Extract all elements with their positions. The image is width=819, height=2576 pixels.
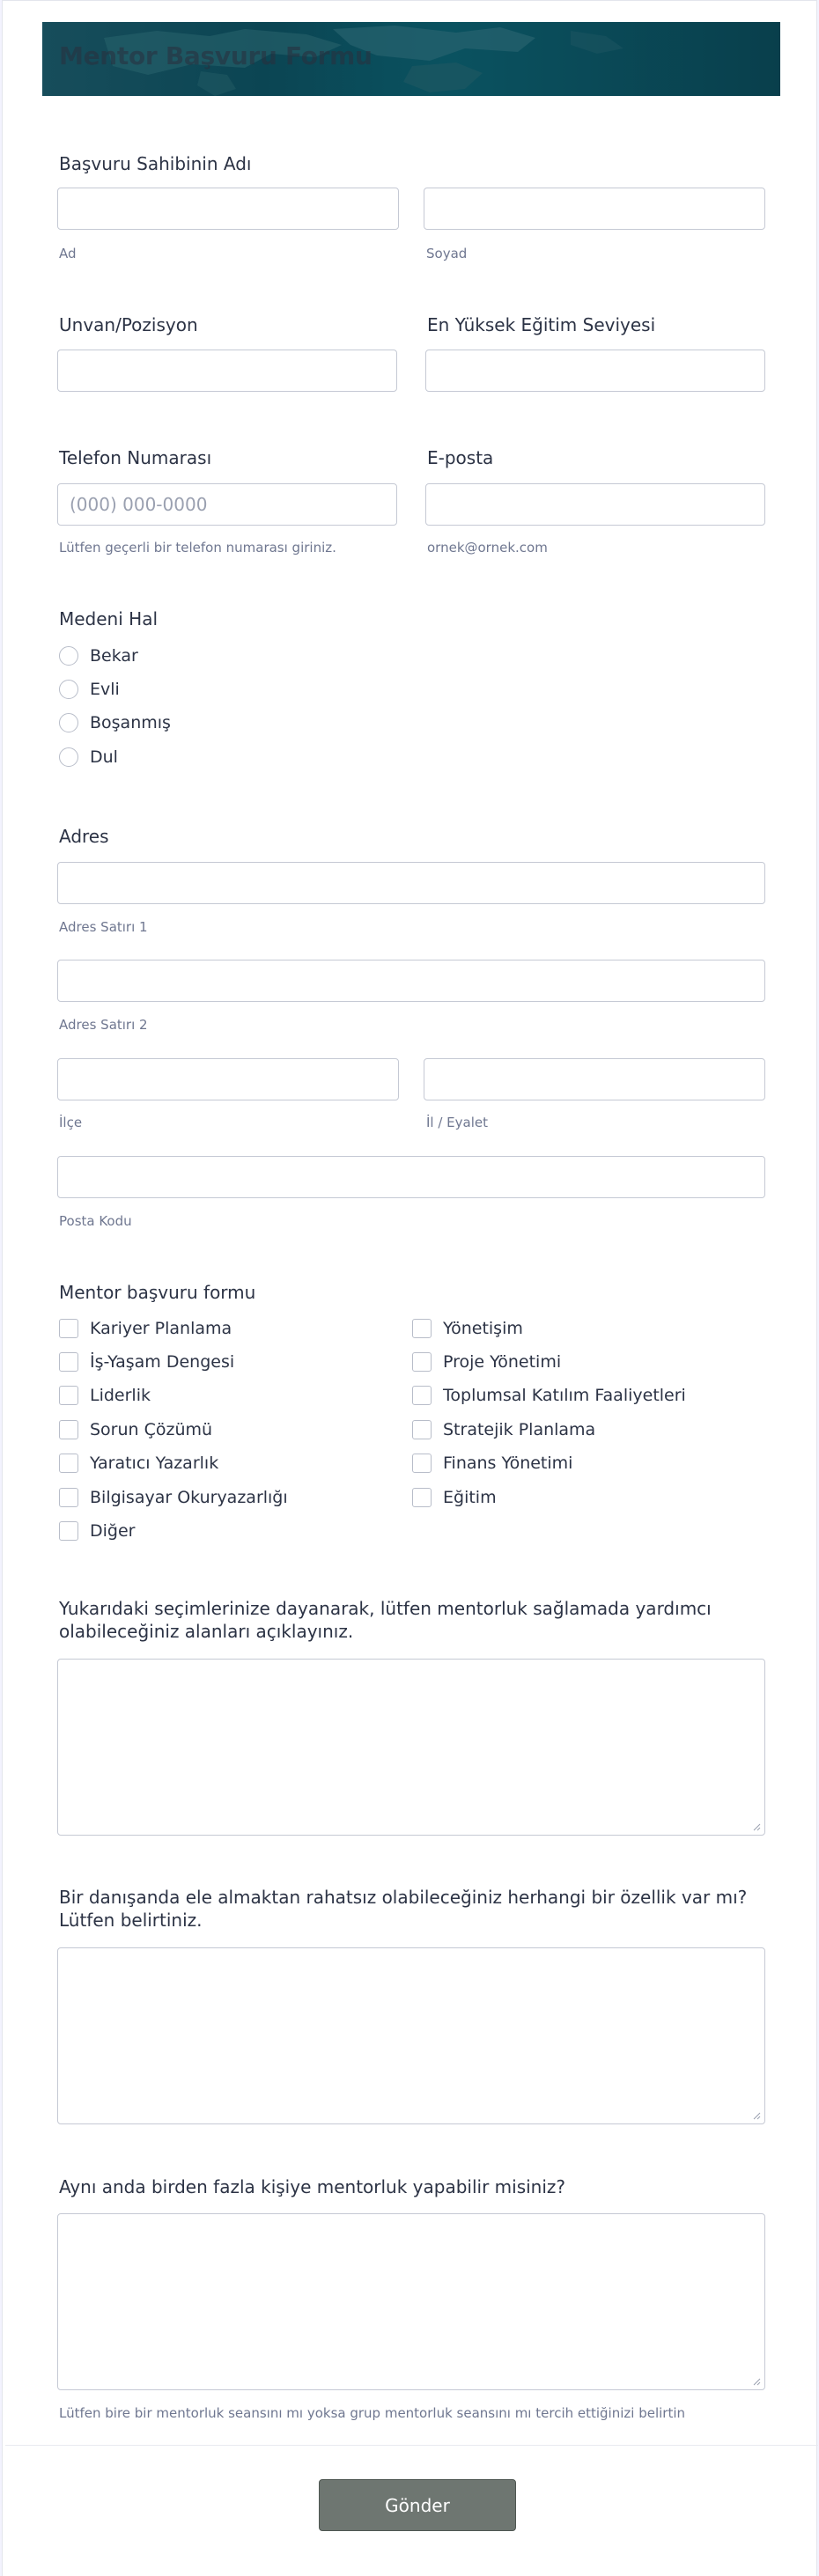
checkbox-liderlik[interactable] [59,1386,78,1405]
uncomfortable-traits-label: Bir danışanda ele almaktan rahatsız olabileceğiniz herhangi bir özellik var mı? Lütfen belirtiniz. [59,1887,748,1931]
address-line1-input[interactable] [57,862,765,904]
province-sublabel: İl / Eyalet [426,1115,489,1130]
phone-placeholder: (000) 000-0000 [70,494,208,515]
address-line2-input[interactable] [57,960,765,1002]
address-line2-sublabel: Adres Satırı 2 [59,1017,148,1033]
checkbox-label: Finans Yönetimi [443,1454,573,1473]
checkbox-sorun-cozumu[interactable] [59,1420,78,1439]
province-input[interactable] [424,1058,765,1100]
resize-handle-icon[interactable] [752,1822,761,1831]
group-mentoring-textarea[interactable] [57,2213,765,2390]
group-mentoring-label: Aynı anda birden fazla kişiye mentorluk yapabilir misiniz? [59,2176,566,2197]
applicant-name-label: Başvuru Sahibinin Adı [59,153,252,174]
checkbox-toplumsal-katilim[interactable] [412,1386,432,1405]
last-name-input[interactable] [424,188,765,230]
radio-bosanmis[interactable] [59,713,78,732]
checkbox-label: Liderlik [90,1386,151,1405]
address-label: Adres [59,826,109,847]
checkbox-finans-yonetimi[interactable] [412,1454,432,1473]
radio-dul[interactable] [59,747,78,767]
checkbox-label: Bilgisayar Okuryazarlığı [90,1488,288,1507]
uncomfortable-traits-textarea[interactable] [57,1947,765,2124]
checkbox-label: Yaratıcı Yazarlık [90,1454,219,1473]
checkbox-kariyer-planlama[interactable] [59,1319,78,1338]
phone-input[interactable] [57,483,397,526]
checkbox-stratejik-planlama[interactable] [412,1420,432,1439]
form-title: Mentor Başvuru Formu [59,41,373,70]
footer-divider [5,2445,818,2446]
district-sublabel: İlçe [59,1115,83,1130]
submit-button[interactable]: Gönder [319,2479,516,2531]
form-header [42,22,780,96]
checkbox-label: Yönetişim [443,1319,523,1338]
radio-label: Bekar [90,646,138,666]
radio-bekar[interactable] [59,646,78,666]
checkbox-yaratici-yazarlik[interactable] [59,1454,78,1473]
checkbox-label: Kariyer Planlama [90,1319,232,1338]
checkbox-yonetisim[interactable] [412,1319,432,1338]
education-input[interactable] [425,350,765,392]
title-position-input[interactable] [57,350,397,392]
email-label: E-posta [427,447,494,468]
checkbox-label: Diğer [90,1521,136,1541]
resize-handle-icon[interactable] [752,2111,761,2120]
checkbox-label: Toplumsal Katılım Faaliyetleri [443,1386,686,1405]
checkbox-label: Eğitim [443,1488,497,1507]
district-input[interactable] [57,1058,399,1100]
title-position-label: Unvan/Pozisyon [59,314,198,335]
checkbox-label: Proje Yönetimi [443,1352,562,1372]
mentor-areas-label: Mentor başvuru formu [59,1282,256,1303]
help-areas-textarea[interactable] [57,1659,765,1836]
group-mentoring-hint: Lütfen bire bir mentorluk seansını mı yoksa grup mentorluk seansını mı tercih ettiğinizi belirtin [59,2405,686,2421]
marital-status-label: Medeni Hal [59,608,159,629]
email-input[interactable] [425,483,765,526]
phone-label: Telefon Numarası [59,447,212,468]
resize-handle-icon[interactable] [752,2377,761,2386]
checkbox-label: Stratejik Planlama [443,1420,596,1439]
checkbox-bilgisayar-okuryazarligi[interactable] [59,1488,78,1507]
checkbox-label: Sorun Çözümü [90,1420,213,1439]
postal-code-input[interactable] [57,1156,765,1198]
checkbox-proje-yonetimi[interactable] [412,1352,432,1372]
last-name-sublabel: Soyad [426,246,468,261]
phone-hint: Lütfen geçerli bir telefon numarası giriniz. [59,540,336,556]
help-areas-label: Yukarıdaki seçimlerinize dayanarak, lütfen mentorluk sağlamada yardımcı olabileceğiniz alanları açıklayınız. [59,1598,712,1642]
address-line1-sublabel: Adres Satırı 1 [59,919,148,935]
checkbox-is-yasam-dengesi[interactable] [59,1352,78,1372]
checkbox-label: İş-Yaşam Dengesi [90,1352,235,1372]
radio-label: Boşanmış [90,713,171,732]
checkbox-diger[interactable] [59,1521,78,1541]
first-name-input[interactable] [57,188,399,230]
postal-code-sublabel: Posta Kodu [59,1213,132,1229]
checkbox-egitim[interactable] [412,1488,432,1507]
education-label: En Yüksek Eğitim Seviyesi [427,314,656,335]
email-hint: ornek@ornek.com [427,540,548,556]
radio-evli[interactable] [59,680,78,699]
radio-label: Evli [90,680,120,699]
radio-label: Dul [90,747,118,767]
form-card [2,0,817,2576]
first-name-sublabel: Ad [59,246,77,261]
